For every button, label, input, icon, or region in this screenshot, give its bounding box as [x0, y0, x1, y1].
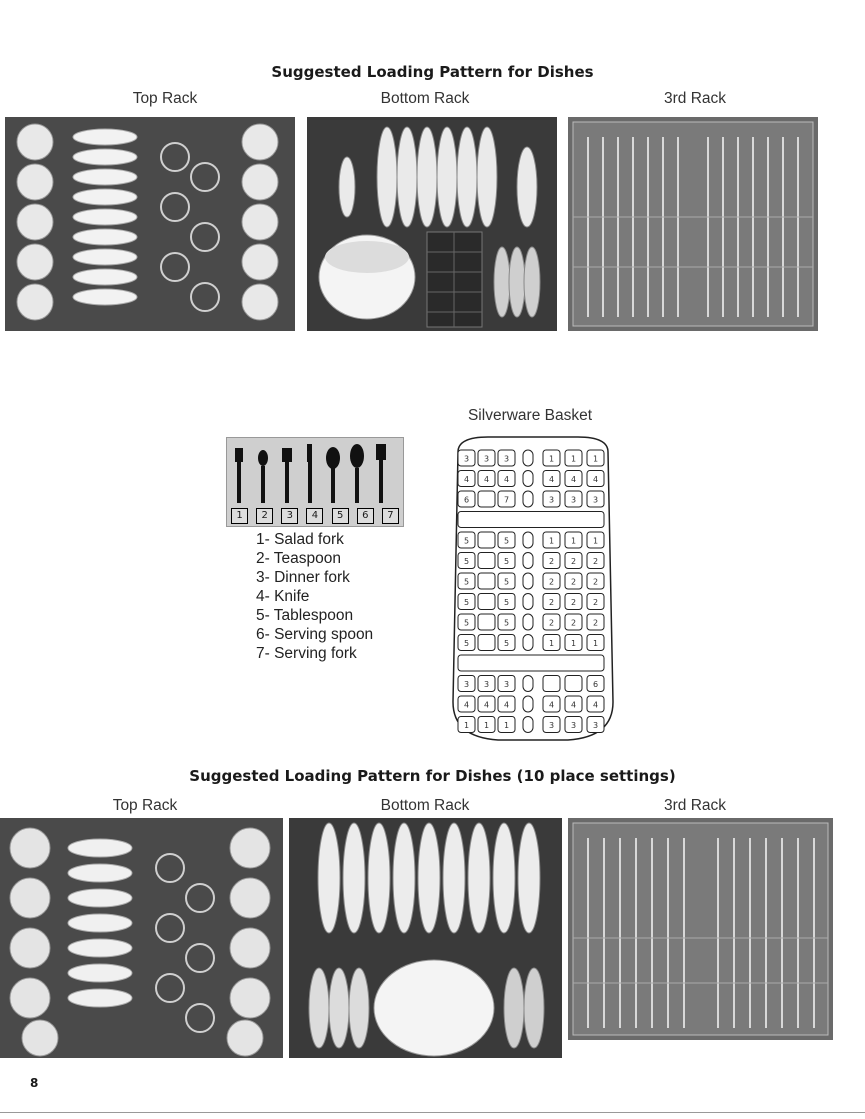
legend-item: 4- Knife [256, 588, 310, 605]
basket-cell-number: 2 [592, 577, 599, 587]
basket-cell [523, 532, 533, 548]
basket-cell [478, 635, 495, 651]
basket-cell [478, 532, 495, 548]
bottom-rack-photo [307, 117, 557, 331]
basket-cell-number: 5 [463, 577, 470, 587]
silverware-basket-heading: Silverware Basket [467, 407, 593, 424]
utensil-number: 6 [357, 508, 374, 524]
basket-cell [565, 676, 582, 692]
basket-cell-number: 3 [503, 454, 510, 464]
basket-cell [478, 553, 495, 569]
basket-cell-number: 5 [503, 618, 510, 628]
basket-cell-number: 1 [592, 454, 599, 464]
basket-cell [543, 676, 560, 692]
basket-cell-number: 3 [483, 454, 490, 464]
basket-cell-number: 1 [483, 721, 490, 730]
legend-item: 5- Tablespoon [256, 607, 354, 624]
basket-cell-number: 3 [503, 680, 510, 689]
basket-cell [523, 471, 533, 487]
basket-cell-number: 3 [570, 721, 577, 730]
section2-title: Suggested Loading Pattern for Dishes (10 place settings) [189, 767, 676, 785]
basket-cell-number: 4 [463, 475, 470, 484]
basket-cell-number: 5 [503, 536, 510, 546]
basket-cell-number: 1 [592, 639, 599, 648]
basket-cell-number: 2 [548, 577, 555, 587]
basket-cell [523, 717, 533, 733]
basket-cell-number: 4 [548, 475, 555, 484]
basket-cell-number: 3 [548, 721, 555, 730]
basket-cell-number: 2 [592, 598, 599, 607]
basket-cell-number: 4 [483, 475, 490, 484]
third-rack-photo-10 [568, 818, 833, 1040]
basket-cell-number: 3 [548, 495, 555, 505]
basket-cell-number: 3 [483, 680, 490, 689]
bottom-rack-photo-10 [289, 818, 562, 1058]
basket-cell-number: 5 [463, 639, 470, 648]
basket-cell-number: 4 [503, 700, 510, 710]
basket-cell-number: 1 [592, 536, 599, 546]
utensil-number: 2 [256, 508, 273, 524]
basket-cell-number: 2 [570, 618, 577, 628]
basket-cell-number: 5 [463, 598, 470, 607]
basket-cell [523, 573, 533, 589]
basket-cell-number: 1 [548, 536, 555, 546]
basket-cell-number: 2 [592, 618, 599, 628]
basket-cell [523, 696, 533, 712]
basket-cell-number: 2 [570, 598, 577, 607]
basket-cell [523, 676, 533, 692]
basket-cell-number: 1 [570, 536, 577, 546]
basket-cell-number: 3 [570, 495, 577, 505]
basket-cell-number: 3 [463, 680, 470, 689]
utensil-number: 1 [231, 508, 248, 524]
third-rack-photo [568, 117, 818, 331]
basket-cell [523, 450, 533, 466]
basket-cell [478, 573, 495, 589]
silverware-legend [256, 530, 426, 663]
section1-title: Suggested Loading Pattern for Dishes [271, 63, 594, 81]
basket-cell-number: 1 [548, 639, 555, 648]
section2-top-rack-label: Top Rack [112, 797, 178, 814]
utensil-number: 5 [332, 508, 349, 524]
basket-cell [523, 553, 533, 569]
basket-cell-number: 5 [503, 639, 510, 648]
basket-cell-number: 4 [463, 700, 470, 710]
basket-cell-number: 5 [463, 536, 470, 546]
basket-cell-number: 2 [548, 557, 555, 566]
basket-cell [523, 614, 533, 630]
basket-cell-number: 6 [463, 495, 470, 505]
basket-cell-number: 7 [503, 495, 510, 505]
basket-cell-number: 5 [463, 618, 470, 628]
footer-rule [0, 1112, 865, 1113]
basket-cell-number: 1 [570, 454, 577, 464]
section1-top-rack-label: Top Rack [132, 90, 198, 107]
basket-cell [523, 635, 533, 651]
basket-cell-number: 5 [503, 577, 510, 587]
basket-cell-number: 3 [592, 495, 599, 505]
basket-cell-number: 3 [463, 454, 470, 464]
basket-cell-number: 5 [503, 557, 510, 566]
legend-item: 1- Salad fork [256, 531, 344, 548]
basket-cell-number: 2 [570, 557, 577, 566]
basket-cell-number: 2 [592, 557, 599, 566]
basket-divider [458, 655, 604, 671]
basket-cell-number: 1 [503, 721, 510, 730]
silverware-basket-diagram [448, 432, 618, 744]
top-rack-photo-10 [0, 818, 283, 1058]
utensil-number-row [227, 508, 403, 524]
basket-cell-number: 3 [592, 721, 599, 730]
basket-cell-number: 4 [570, 700, 577, 710]
basket-cell-number: 6 [592, 680, 599, 689]
basket-cell-number: 2 [570, 577, 577, 587]
basket-cell-number: 2 [548, 618, 555, 628]
utensil-number: 4 [306, 508, 323, 524]
basket-cell-number: 4 [592, 475, 599, 484]
utensil-number: 3 [281, 508, 298, 524]
legend-item: 3- Dinner fork [256, 569, 350, 586]
basket-cell-number: 5 [503, 598, 510, 607]
basket-cell-number: 4 [483, 700, 490, 710]
basket-cell-number: 4 [592, 700, 599, 710]
basket-cell-number: 1 [570, 639, 577, 648]
utensil-number: 7 [382, 508, 399, 524]
legend-item: 6- Serving spoon [256, 626, 374, 643]
section2-bottom-rack-label: Bottom Rack [380, 797, 470, 814]
basket-cell-number: 2 [548, 598, 555, 607]
page-number: 8 [30, 1076, 39, 1090]
basket-cell-number: 1 [548, 454, 555, 464]
basket-cell [523, 594, 533, 610]
basket-cell-number: 5 [463, 557, 470, 566]
top-rack-photo [5, 117, 295, 331]
legend-item: 2- Teaspoon [256, 550, 342, 567]
basket-cell [478, 491, 495, 507]
legend-item: 7- Serving fork [256, 645, 357, 662]
basket-cell [478, 614, 495, 630]
basket-cell [478, 594, 495, 610]
basket-cell-number: 4 [548, 700, 555, 710]
section1-bottom-rack-label: Bottom Rack [380, 90, 470, 107]
basket-cell-number: 4 [570, 475, 577, 484]
section1-third-rack-label: 3rd Rack [663, 90, 727, 107]
basket-cell [523, 491, 533, 507]
section2-third-rack-label: 3rd Rack [663, 797, 727, 814]
utensil-strip [226, 437, 404, 527]
basket-cell-number: 1 [463, 721, 470, 730]
basket-cell-number: 4 [503, 475, 510, 484]
basket-divider [458, 512, 604, 528]
